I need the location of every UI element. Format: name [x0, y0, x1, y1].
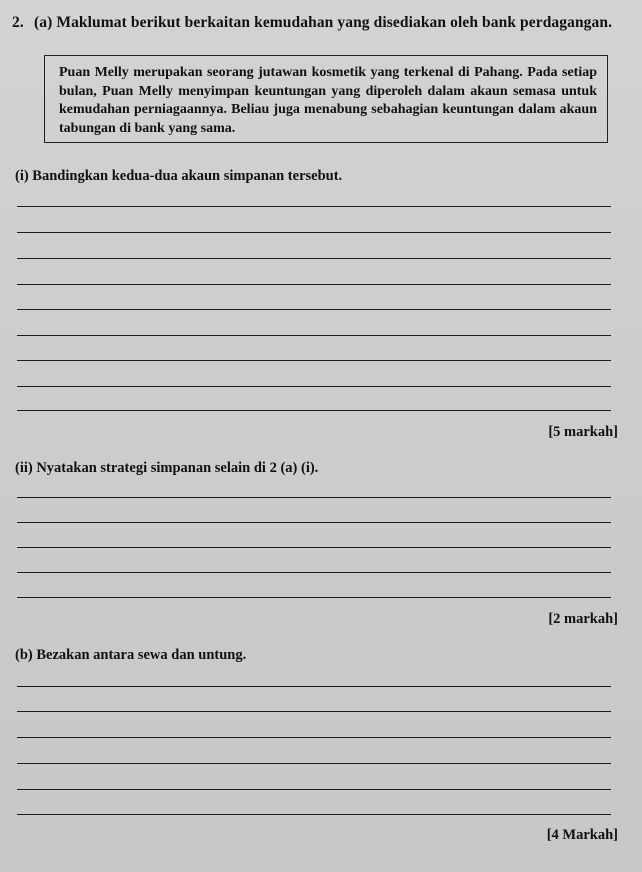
answer-line-b-2 [17, 711, 611, 712]
answer-line-ii-4 [17, 572, 611, 573]
part-ii-question: (ii) Nyatakan strategi simpanan selain di 2 (a) (i). [15, 460, 319, 476]
answer-line-b-3 [17, 737, 611, 738]
part-b-question: (b) Bezakan antara sewa dan untung. [15, 647, 247, 663]
part-ii-marks: [2 markah] [548, 611, 618, 627]
answer-line-ii-3 [17, 547, 611, 548]
answer-line-i-2 [17, 232, 611, 233]
answer-line-ii-2 [17, 522, 611, 523]
question-heading [12, 14, 612, 32]
part-i-question: (i) Bandingkan kedua-dua akaun simpanan tersebut. [15, 168, 343, 184]
answer-line-i-5 [17, 309, 611, 310]
case-study-box: Puan Melly merupakan seorang jutawan kosmetik yang terkenal di Pahang. Pada setiap bulan, Puan Melly menyimpan keuntungan yang diperoleh dalam akaun semasa untuk kemudahan perniagaannya. Beliau juga menabung sebahagian keuntungan dalam akaun tabungan di bank yang sama. [44, 55, 608, 143]
answer-line-i-3 [17, 258, 611, 259]
answer-line-i-9 [17, 410, 611, 411]
answer-line-i-1 [17, 206, 611, 207]
answer-line-i-8 [17, 386, 611, 387]
answer-line-ii-5 [17, 597, 611, 598]
answer-line-ii-1 [17, 497, 611, 498]
answer-line-i-7 [17, 360, 611, 361]
question-number: 2. [12, 14, 24, 31]
part-b-marks: [4 Markah] [546, 827, 618, 843]
part-i-marks: [5 markah] [548, 424, 618, 440]
answer-line-i-4 [17, 284, 611, 285]
part-a-intro: (a) Maklumat berikut berkaitan kemudahan yang disediakan oleh bank perdagangan. [34, 14, 613, 31]
answer-line-b-1 [17, 686, 611, 687]
answer-line-b-4 [17, 763, 611, 764]
answer-line-b-5 [17, 789, 611, 790]
answer-line-i-6 [17, 335, 611, 336]
answer-line-b-6 [17, 814, 611, 815]
